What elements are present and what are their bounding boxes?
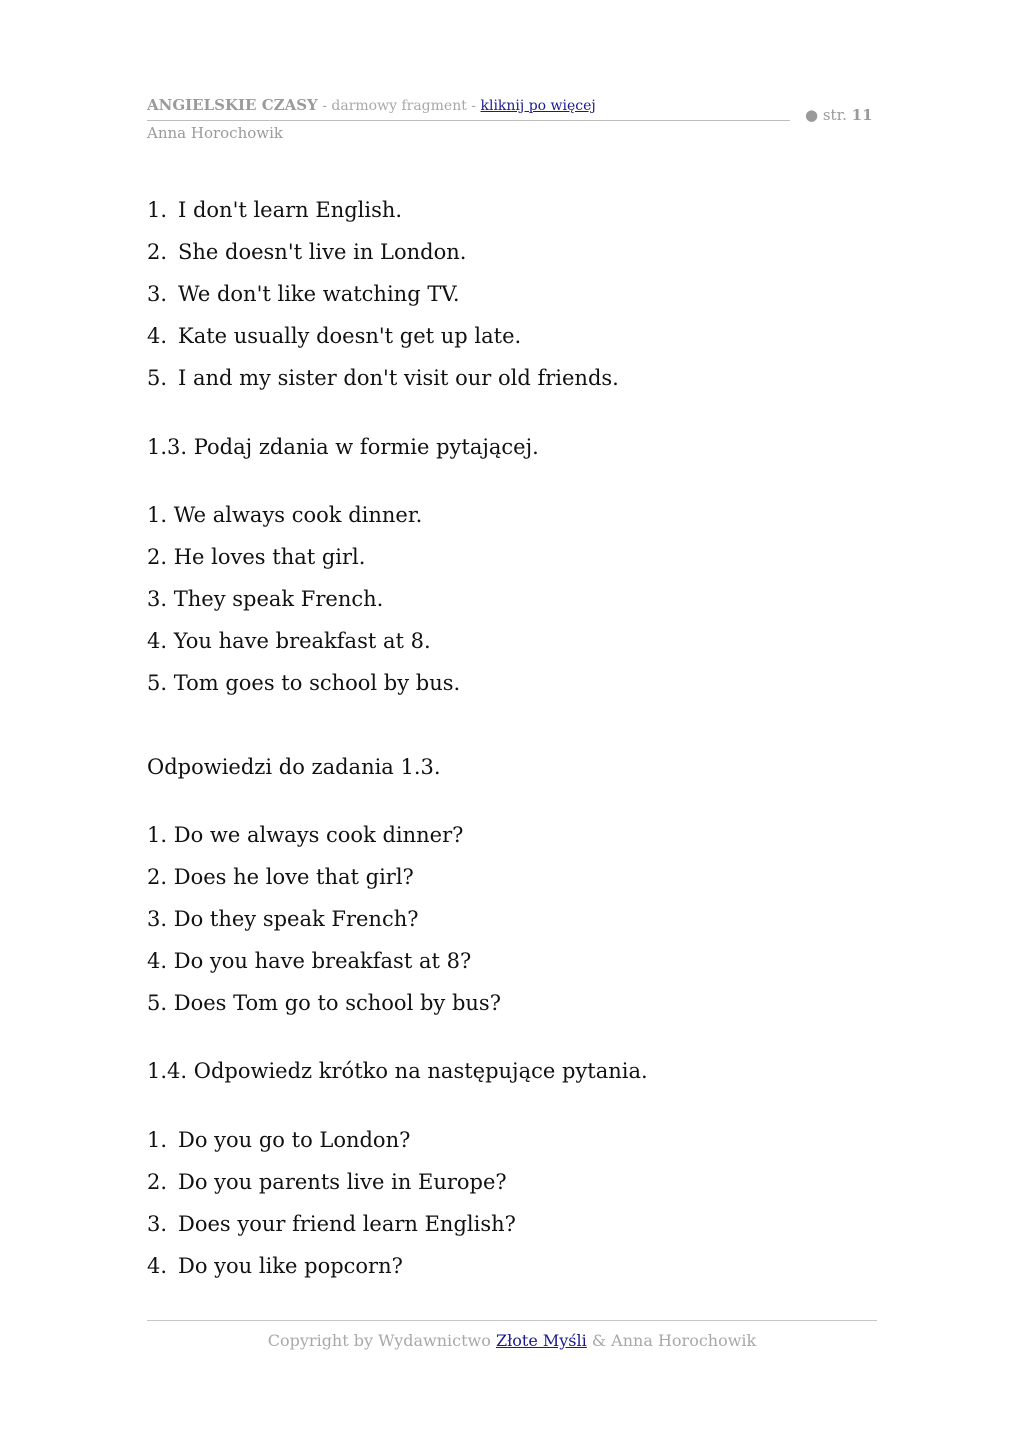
publisher-link[interactable]: Złote Myśli [495, 1331, 587, 1350]
list-item: 2. Do you parents live in Europe? [147, 1170, 507, 1194]
footer-author: & Anna Horochowik [586, 1331, 757, 1350]
footer-divider [147, 1320, 877, 1321]
exercise-heading-1-4: 1.4. Odpowiedz krótko na następujące pytania. [147, 1059, 648, 1083]
list-item: 5. Tom goes to school by bus. [147, 671, 461, 695]
list-item: 5. Does Tom go to school by bus? [147, 991, 501, 1015]
list-item: 2. She doesn't live in London. [147, 240, 467, 264]
exercise-heading-1-3: 1.3. Podaj zdania w formie pytającej. [147, 435, 539, 459]
book-title: ANGIELSKIE CZASY [147, 96, 318, 114]
fragment-label: darmowy fragment [331, 98, 467, 114]
list-item: 1. We always cook dinner. [147, 503, 423, 527]
list-item: 1. Do we always cook dinner? [147, 823, 464, 847]
list-item: 4. Kate usually doesn't get up late. [147, 324, 522, 348]
list-item: 5. I and my sister don't visit our old friends. [147, 366, 619, 390]
list-item: 1. Do you go to London? [147, 1128, 411, 1152]
page-number-value: 11 [851, 106, 873, 124]
footer-copyright: Copyright by Wydawnictwo [267, 1331, 496, 1350]
list-item: 3. We don't like watching TV. [147, 282, 460, 306]
header-separator: - [466, 98, 481, 114]
answers-heading: Odpowiedzi do zadania 1.3. [147, 755, 441, 779]
list-item: 3. Does your friend learn English? [147, 1212, 516, 1236]
header-divider [147, 120, 790, 121]
list-item: 1. I don't learn English. [147, 198, 403, 222]
page-header [147, 94, 877, 142]
page-number [805, 106, 873, 124]
list-item: 3. They speak French. [147, 587, 384, 611]
page-footer [0, 1331, 1024, 1350]
list-item: 3. Do they speak French? [147, 907, 419, 931]
list-item: 4. Do you have breakfast at 8? [147, 949, 472, 973]
header-title-line [147, 94, 877, 117]
list-item: 4. Do you like popcorn? [147, 1254, 403, 1278]
header-author: Anna Horochowik [147, 124, 283, 142]
list-item: 4. You have breakfast at 8. [147, 629, 431, 653]
header-separator: - [317, 98, 332, 114]
more-link[interactable]: kliknij po więcej [480, 98, 596, 114]
list-item: 2. Does he love that girl? [147, 865, 414, 889]
list-item: 2. He loves that girl. [147, 545, 366, 569]
page-prefix: ● str. [805, 106, 852, 124]
